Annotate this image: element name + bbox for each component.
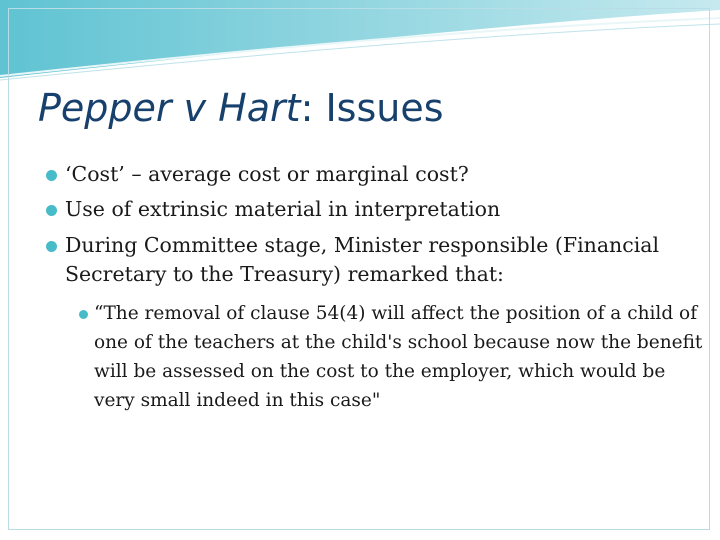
bullet-text: During Committee stage, Minister responsible (Financial Secretary to the Treasury) remarked that: [65, 233, 660, 286]
bullet-dot-icon [79, 310, 88, 319]
bullet-dot-icon [46, 241, 57, 252]
bullet-dot-icon [46, 205, 57, 216]
title-suffix: : Issues [300, 86, 444, 130]
title-case-name: Pepper v Hart [38, 86, 301, 130]
bullet-item [65, 160, 705, 189]
bullet-item [65, 195, 705, 224]
bullet-item [65, 231, 705, 289]
bullet-text: Use of extrinsic material in interpretation [65, 197, 501, 221]
sub-bullet-item [94, 299, 706, 415]
bullet-dot-icon [46, 170, 57, 181]
bullet-text: ‘Cost’ – average cost or marginal cost? [65, 162, 469, 186]
quote-text: “The removal of clause 54(4) will affect the position of a child of one of the teachers at the child's school because now the benefit will be assessed on the cost to the employer, which would be very small indeed in this case" [94, 303, 703, 411]
